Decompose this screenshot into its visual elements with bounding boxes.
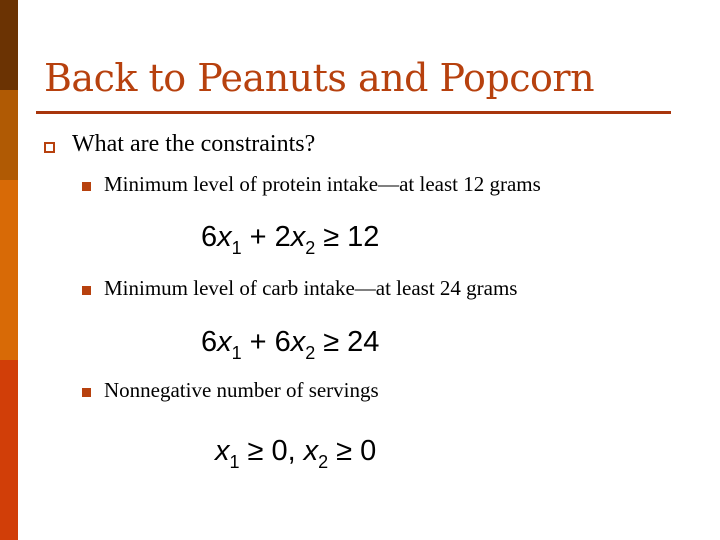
hollow-square-bullet-icon bbox=[44, 142, 55, 153]
slide-title: Back to Peanuts and Popcorn bbox=[44, 56, 595, 100]
carb-constraint-equation: $6x_1 + 6x_2 \ge 24$ bbox=[201, 326, 380, 363]
bullet-question: What are the constraints? bbox=[72, 131, 316, 157]
protein-constraint-equation: $6x_1 + 2x_2 \ge 12$ bbox=[201, 221, 380, 258]
title-underline bbox=[36, 111, 671, 114]
square-bullet-icon bbox=[82, 286, 91, 295]
nonnegativity-constraint-equation: $x_1 \ge 0$, $x_2 \ge 0$ bbox=[215, 435, 377, 472]
sidebar-segment bbox=[0, 0, 18, 90]
constraint-description: Minimum level of carb intake—at least 24 grams bbox=[104, 276, 518, 300]
square-bullet-icon bbox=[82, 182, 91, 191]
constraint-description: Nonnegative number of servings bbox=[104, 378, 379, 402]
square-bullet-icon bbox=[82, 388, 91, 397]
sidebar-segment bbox=[0, 90, 18, 180]
sidebar-segment bbox=[0, 360, 18, 540]
sidebar-segment bbox=[0, 180, 18, 360]
constraint-description: Minimum level of protein intake—at least 12 grams bbox=[104, 172, 541, 196]
sidebar-stripe bbox=[0, 0, 18, 540]
